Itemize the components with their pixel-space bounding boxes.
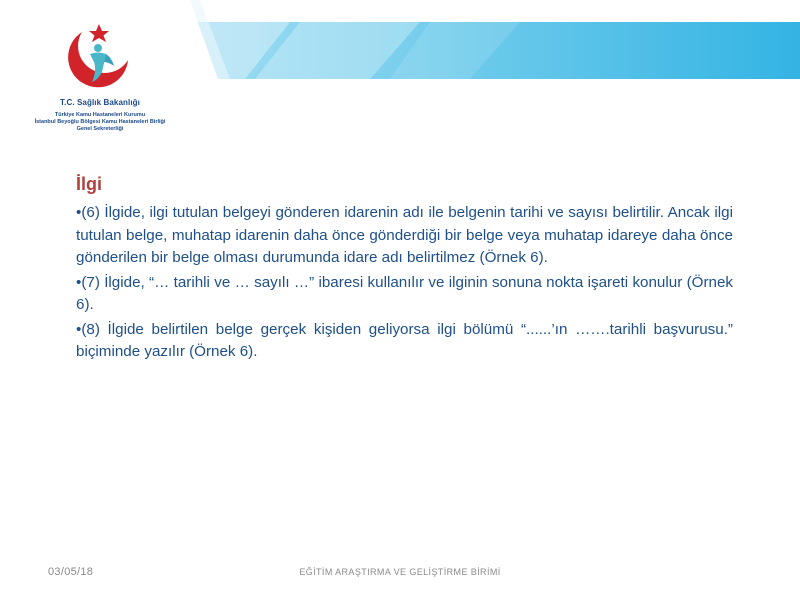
slide-content: [76, 172, 733, 366]
ministry-subtitle-3: Genel Sekreterliği: [76, 126, 124, 132]
ministry-name: T.C. Sağlık Bakanlığı: [60, 98, 140, 107]
footer-date: 03/05/18: [48, 566, 94, 578]
ministry-subtitle-2: İstanbul Beyoğlu Bölgesi Kamu Hastaneleri Birliği: [34, 119, 166, 125]
section-title: İlgi: [76, 174, 102, 194]
ministry-of-health-logo-icon: [42, 10, 156, 96]
footer-department: EĞİTİM ARAŞTIRMA VE GELİŞTİRME BİRİMİ: [299, 567, 501, 577]
logo-block: [0, 0, 200, 145]
bullet-item-6: •(6) İlgide, ilgi tutulan belgeyi gönderen idarenin adı ile belgenin tarihi ve sayısı belirtilir. Ancak ilgi tutulan belge, muhatap idarenin daha önce gönderdiği bir belge veya muhatap idareye daha önce gönderilen bir belge olması durumunda idare adı belirtilmez (Örnek 6).: [76, 204, 733, 266]
ministry-subtitle-1: Türkiye Kamu Hastaneleri Kurumu: [54, 112, 146, 118]
bullet-item-8: •(8) İlgide belirtilen belge gerçek kişiden geliyorsa ilgi bölümü “......’ın …….tarihli başvurusu.” biçiminde yazılır (Örnek 6).: [76, 320, 733, 360]
bullet-item-7: •(7) İlgide, “… tarihli ve … sayılı …” ibaresi kullanılır ve ilginin sonuna nokta işareti konulur (Örnek 6).: [76, 273, 733, 313]
